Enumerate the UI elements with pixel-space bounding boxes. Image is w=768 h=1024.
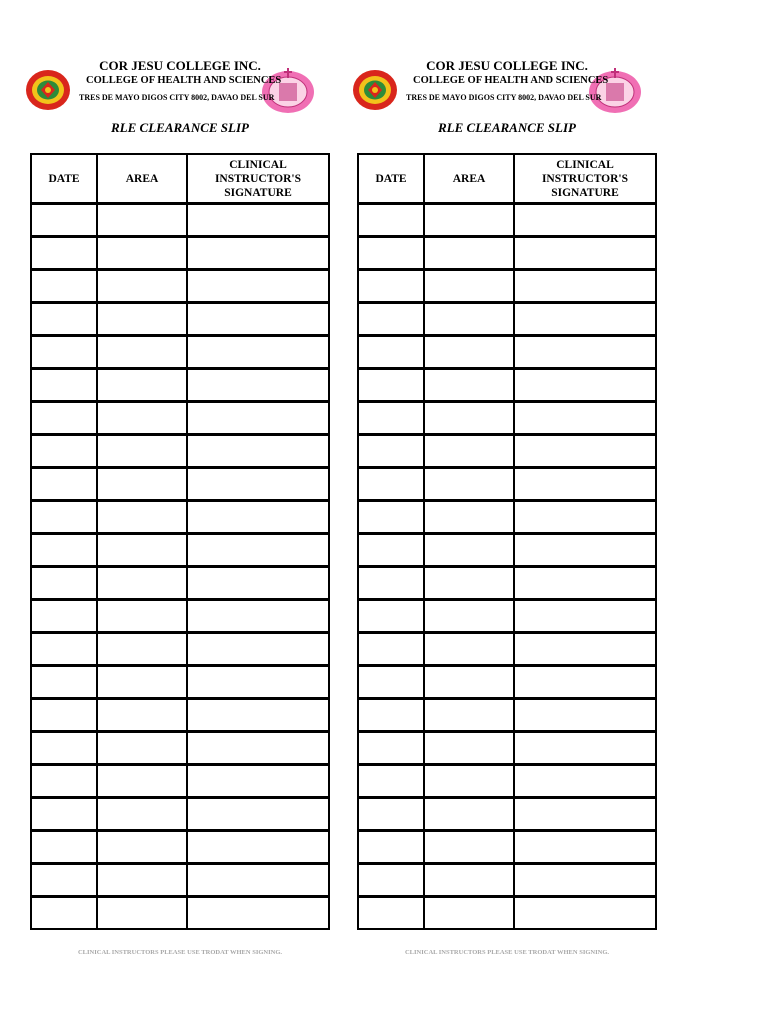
table-row (358, 203, 656, 236)
signature-cell[interactable] (187, 302, 329, 335)
signature-cell[interactable] (514, 269, 656, 302)
date-cell[interactable] (31, 830, 97, 863)
date-cell[interactable] (358, 434, 424, 467)
area-cell[interactable] (424, 599, 514, 632)
date-cell[interactable] (31, 566, 97, 599)
date-cell[interactable] (31, 797, 97, 830)
table-row (31, 566, 329, 599)
date-cell[interactable] (358, 467, 424, 500)
date-cell[interactable] (31, 434, 97, 467)
signature-cell[interactable] (514, 731, 656, 764)
table-row (358, 269, 656, 302)
date-cell[interactable] (358, 863, 424, 896)
date-cell[interactable] (31, 203, 97, 236)
signature-cell[interactable] (514, 830, 656, 863)
college-name: COLLEGE OF HEALTH AND SCIENCES (413, 75, 609, 86)
signature-cell[interactable] (187, 566, 329, 599)
table-row (358, 302, 656, 335)
signature-cell[interactable] (187, 533, 329, 566)
table-row (358, 797, 656, 830)
table-row (31, 896, 329, 929)
signature-cell[interactable] (187, 632, 329, 665)
area-cell[interactable] (424, 302, 514, 335)
date-cell[interactable] (358, 896, 424, 929)
table-row (31, 863, 329, 896)
signature-cell[interactable] (187, 863, 329, 896)
table-row (31, 698, 329, 731)
footer-note: CLINICAL INSTRUCTORS PLEASE USE TRODAT WHEN SIGNING. (77, 949, 283, 956)
date-cell[interactable] (31, 335, 97, 368)
slip-title: RLE CLEARANCE SLIP (111, 120, 249, 135)
signature-cell[interactable] (514, 599, 656, 632)
signature-cell[interactable] (187, 269, 329, 302)
area-cell[interactable] (97, 269, 187, 302)
signature-cell[interactable] (187, 203, 329, 236)
date-cell[interactable] (358, 368, 424, 401)
school-name: COR JESU COLLEGE INC. (99, 58, 261, 73)
date-cell[interactable] (358, 566, 424, 599)
date-cell[interactable] (358, 533, 424, 566)
area-cell[interactable] (424, 368, 514, 401)
date-cell[interactable] (358, 731, 424, 764)
table-row (358, 368, 656, 401)
signature-cell[interactable] (514, 698, 656, 731)
signature-cell[interactable] (187, 698, 329, 731)
area-cell[interactable] (97, 731, 187, 764)
area-cell[interactable] (424, 632, 514, 665)
date-cell[interactable] (31, 533, 97, 566)
college-logo-icon (352, 69, 398, 111)
date-cell[interactable] (31, 698, 97, 731)
clearance-slip-left (30, 0, 330, 1024)
signature-cell[interactable] (514, 797, 656, 830)
date-cell[interactable] (358, 302, 424, 335)
date-cell[interactable] (358, 236, 424, 269)
area-cell[interactable] (424, 335, 514, 368)
area-cell[interactable] (97, 863, 187, 896)
area-cell[interactable] (424, 533, 514, 566)
table-row (31, 368, 329, 401)
table-row (31, 434, 329, 467)
area-cell[interactable] (97, 335, 187, 368)
area-cell[interactable] (424, 698, 514, 731)
signature-cell[interactable] (514, 896, 656, 929)
signature-cell[interactable] (514, 368, 656, 401)
table-row (358, 698, 656, 731)
table-row (358, 632, 656, 665)
signature-cell[interactable] (514, 764, 656, 797)
table-row (31, 500, 329, 533)
date-cell[interactable] (358, 797, 424, 830)
area-cell[interactable] (424, 467, 514, 500)
area-cell[interactable] (97, 599, 187, 632)
signature-cell[interactable] (187, 467, 329, 500)
area-cell[interactable] (97, 467, 187, 500)
signature-cell[interactable] (187, 665, 329, 698)
area-cell[interactable] (97, 665, 187, 698)
date-cell[interactable] (31, 863, 97, 896)
table-row (31, 335, 329, 368)
date-cell[interactable] (31, 764, 97, 797)
area-cell[interactable] (424, 269, 514, 302)
signature-cell[interactable] (187, 599, 329, 632)
slip-title: RLE CLEARANCE SLIP (438, 120, 576, 135)
column-header-signature: CLINICAL INSTRUCTOR'S SIGNATURE (187, 154, 329, 203)
area-cell[interactable] (97, 302, 187, 335)
signature-cell[interactable] (514, 863, 656, 896)
date-cell[interactable] (358, 335, 424, 368)
area-cell[interactable] (424, 830, 514, 863)
table-row (358, 500, 656, 533)
area-cell[interactable] (97, 401, 187, 434)
date-cell[interactable] (31, 269, 97, 302)
table-row (31, 797, 329, 830)
table-row (358, 665, 656, 698)
signature-cell[interactable] (187, 797, 329, 830)
area-cell[interactable] (424, 896, 514, 929)
date-cell[interactable] (358, 764, 424, 797)
signature-cell[interactable] (187, 335, 329, 368)
area-cell[interactable] (424, 434, 514, 467)
table-row (31, 302, 329, 335)
area-cell[interactable] (97, 764, 187, 797)
signature-cell[interactable] (514, 467, 656, 500)
signature-cell[interactable] (187, 500, 329, 533)
signature-cell[interactable] (514, 533, 656, 566)
area-cell[interactable] (97, 698, 187, 731)
area-cell[interactable] (424, 665, 514, 698)
area-cell[interactable] (97, 533, 187, 566)
signature-cell[interactable] (187, 434, 329, 467)
table-row (31, 533, 329, 566)
signature-cell[interactable] (514, 434, 656, 467)
signature-cell[interactable] (514, 401, 656, 434)
signature-cell[interactable] (187, 368, 329, 401)
signature-cell[interactable] (187, 731, 329, 764)
column-header-area: AREA (97, 154, 187, 203)
table-row (31, 236, 329, 269)
date-cell[interactable] (31, 368, 97, 401)
signature-cell[interactable] (514, 566, 656, 599)
table-row (358, 434, 656, 467)
area-cell[interactable] (424, 566, 514, 599)
school-address: TRES DE MAYO DIGOS CITY 8002, DAVAO DEL SUR (79, 93, 275, 102)
date-cell[interactable] (358, 401, 424, 434)
area-cell[interactable] (424, 500, 514, 533)
table-row (31, 731, 329, 764)
date-cell[interactable] (31, 896, 97, 929)
area-cell[interactable] (424, 236, 514, 269)
signature-cell[interactable] (187, 236, 329, 269)
date-cell[interactable] (358, 203, 424, 236)
column-header-signature: CLINICAL INSTRUCTOR'S SIGNATURE (514, 154, 656, 203)
date-cell[interactable] (31, 599, 97, 632)
signature-cell[interactable] (514, 302, 656, 335)
table-row (358, 863, 656, 896)
date-cell[interactable] (31, 467, 97, 500)
table-row (31, 830, 329, 863)
table-row (358, 599, 656, 632)
signature-cell[interactable] (514, 665, 656, 698)
table-row (31, 401, 329, 434)
column-header-area: AREA (424, 154, 514, 203)
area-cell[interactable] (424, 797, 514, 830)
signature-cell[interactable] (187, 830, 329, 863)
date-cell[interactable] (358, 830, 424, 863)
area-cell[interactable] (424, 764, 514, 797)
area-cell[interactable] (97, 434, 187, 467)
signature-cell[interactable] (187, 764, 329, 797)
area-cell[interactable] (97, 896, 187, 929)
area-cell[interactable] (97, 203, 187, 236)
table-row (358, 533, 656, 566)
signature-cell[interactable] (514, 500, 656, 533)
date-cell[interactable] (358, 698, 424, 731)
signature-cell[interactable] (514, 236, 656, 269)
date-cell[interactable] (31, 500, 97, 533)
column-header-date: DATE (358, 154, 424, 203)
date-cell[interactable] (31, 302, 97, 335)
date-cell[interactable] (358, 500, 424, 533)
area-cell[interactable] (424, 863, 514, 896)
signature-cell[interactable] (514, 632, 656, 665)
clearance-slip-right (357, 0, 657, 1024)
area-cell[interactable] (424, 401, 514, 434)
column-header-date: DATE (31, 154, 97, 203)
table-row (358, 566, 656, 599)
table-row (358, 830, 656, 863)
table-row (31, 764, 329, 797)
table-row (31, 269, 329, 302)
table-row (31, 665, 329, 698)
date-cell[interactable] (358, 599, 424, 632)
date-cell[interactable] (31, 632, 97, 665)
date-cell[interactable] (358, 665, 424, 698)
school-name: COR JESU COLLEGE INC. (426, 58, 588, 73)
area-cell[interactable] (97, 797, 187, 830)
table-row (358, 467, 656, 500)
footer-note: CLINICAL INSTRUCTORS PLEASE USE TRODAT WHEN SIGNING. (404, 949, 610, 956)
date-cell[interactable] (31, 401, 97, 434)
table-row (358, 896, 656, 929)
date-cell[interactable] (31, 236, 97, 269)
date-cell[interactable] (31, 731, 97, 764)
table-row (358, 236, 656, 269)
table-row (358, 731, 656, 764)
college-name: COLLEGE OF HEALTH AND SCIENCES (86, 75, 282, 86)
area-cell[interactable] (424, 203, 514, 236)
table-row (358, 335, 656, 368)
area-cell[interactable] (97, 566, 187, 599)
signature-cell[interactable] (514, 335, 656, 368)
signature-cell[interactable] (187, 401, 329, 434)
area-cell[interactable] (97, 236, 187, 269)
date-cell[interactable] (358, 269, 424, 302)
area-cell[interactable] (424, 731, 514, 764)
table-row (31, 632, 329, 665)
date-cell[interactable] (358, 632, 424, 665)
table-row (358, 764, 656, 797)
table-row (31, 467, 329, 500)
date-cell[interactable] (31, 665, 97, 698)
clearance-table (30, 153, 330, 930)
area-cell[interactable] (97, 500, 187, 533)
table-row (31, 203, 329, 236)
signature-cell[interactable] (514, 203, 656, 236)
signature-cell[interactable] (187, 896, 329, 929)
area-cell[interactable] (97, 830, 187, 863)
table-row (358, 401, 656, 434)
clearance-table (357, 153, 657, 930)
college-logo-icon (25, 69, 71, 111)
area-cell[interactable] (97, 632, 187, 665)
area-cell[interactable] (97, 368, 187, 401)
school-address: TRES DE MAYO DIGOS CITY 8002, DAVAO DEL SUR (406, 93, 602, 102)
table-row (31, 599, 329, 632)
